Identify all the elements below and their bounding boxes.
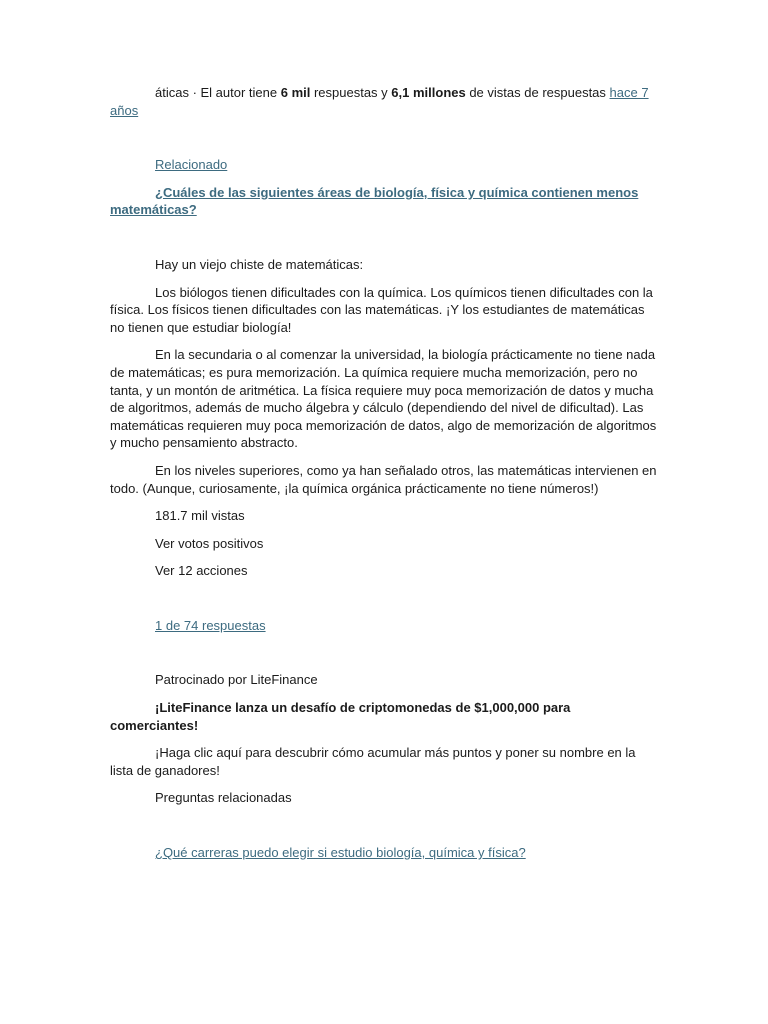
related-question-link[interactable]: ¿Cuáles de las siguientes áreas de biología, física y química contienen menos matemáticas?	[110, 184, 639, 218]
view-shares-link[interactable]: Ver 12 acciones	[155, 563, 248, 579]
views-count: 6,1 millones	[391, 85, 466, 100]
sponsored-label: Patrocinado por LiteFinance	[155, 672, 318, 688]
upvotes-link-row	[110, 535, 658, 553]
shares-link-row	[110, 562, 658, 580]
answers-pagination-link[interactable]: 1 de 74 respuestas	[155, 617, 266, 633]
sponsored-body[interactable]: ¡Haga clic aquí para descubrir cómo acumular más puntos y poner su nombre en la lista de ganadores!	[110, 745, 636, 778]
author-stats	[110, 84, 658, 119]
answer-page	[110, 84, 658, 862]
views-label: de vistas de respuestas	[465, 85, 610, 100]
answers-count: 6 mil	[280, 85, 311, 100]
views-count-text: 181.7 mil vistas	[155, 508, 245, 524]
answer-paragraph: Los biólogos tienen dificultades con la química. Los químicos tienen dificultades con la física. Los físicos tienen dificultades con las matemáticas. ¡Y los estudiantes de matemáticas no tienen que estudiar biología!	[110, 284, 653, 335]
answer-time-link[interactable]: hace 7 años	[110, 85, 649, 118]
answers-label: respuestas y	[310, 85, 392, 100]
view-upvotes-link[interactable]: Ver votos positivos	[155, 535, 264, 551]
author-stats-prefix: áticas · El autor tiene	[155, 85, 281, 100]
related-questions-heading: Preguntas relacionadas	[155, 790, 292, 806]
answer-paragraph: En la secundaria o al comenzar la universidad, la biología prácticamente no tiene nada de matemáticas; es pura memorización. La química requiere mucha memorización, pero no tanta, y un montón de aritmética. La física requiere muy poca memorización de datos y mucha de algoritmos, además de mucho álgebra y cálculo (dependiendo del nivel de dificultad). Las matemáticas requieren muy poca memorización de datos, algo de memorización de algoritmos y mucho pensamiento abstracto.	[110, 347, 657, 451]
related-label-link[interactable]: Relacionado	[155, 157, 228, 173]
sponsored-headline[interactable]: ¡LiteFinance lanza un desafío de criptomonedas de $1,000,000 para comerciantes!	[110, 700, 571, 733]
related-question-item	[110, 844, 658, 862]
related-label-row	[110, 156, 658, 174]
related-question-row	[110, 184, 658, 219]
answer-paragraph: En los niveles superiores, como ya han señalado otros, las matemáticas intervienen en todo. (Aunque, curiosamente, ¡la química orgánica prácticamente no tiene números!)	[110, 462, 657, 496]
related-question-item-link[interactable]: ¿Qué carreras puedo elegir si estudio biología, química y física?	[155, 845, 526, 861]
answer-paragraph: Hay un viejo chiste de matemáticas:	[155, 256, 364, 272]
pagination-row	[110, 617, 658, 635]
